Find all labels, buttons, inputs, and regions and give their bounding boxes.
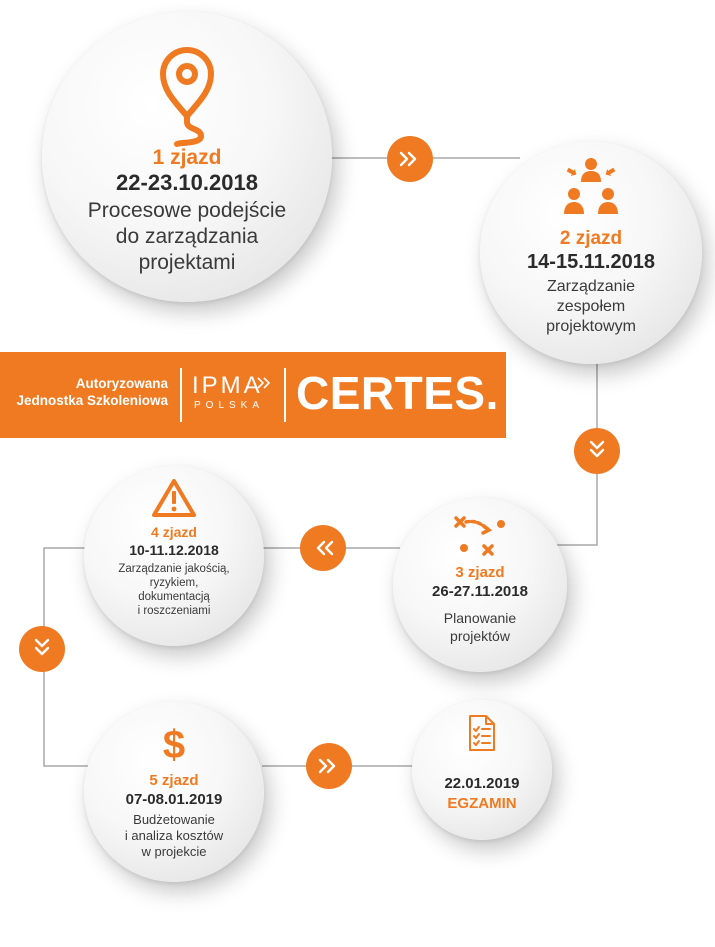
step-2-circle [480, 142, 702, 364]
warning-icon [151, 478, 197, 518]
step-4-desc-line: Zarządzanie jakością, [118, 563, 230, 575]
ipma-polska-label: POLSKA [194, 400, 265, 411]
step-5-circle [84, 702, 264, 882]
strategy-icon [452, 514, 508, 560]
arrow-down-icon [19, 626, 65, 672]
step-5-desc-line: w projekcie [141, 844, 207, 859]
step-2-desc-line: projektowym [546, 318, 636, 335]
checklist-icon [466, 714, 498, 752]
banner-authorized-line: Autoryzowana [75, 376, 168, 391]
team-icon [559, 156, 623, 218]
step-1-desc-line: do zarządzania [115, 225, 259, 248]
step-4-date: 10-11.12.2018 [129, 542, 219, 558]
step-5-number: 5 zjazd [149, 772, 199, 789]
step-3-number: 3 zjazd [455, 564, 505, 581]
step-2-date: 14-15.11.2018 [527, 251, 655, 273]
step-2-desc-line: zespołem [556, 298, 626, 315]
arrow-right-icon [387, 136, 433, 182]
exam-circle [412, 700, 552, 840]
certes-logo: CERTES. [296, 367, 499, 419]
arrow-left-icon [300, 525, 346, 571]
step-3-date: 26-27.11.2018 [432, 583, 528, 600]
step-4-desc-line: ryzykiem, [149, 577, 199, 589]
step-2-number: 2 zjazd [559, 228, 623, 249]
arrow-down-icon [574, 428, 620, 474]
step-3-circle [393, 498, 567, 672]
location-pin-icon [157, 46, 217, 150]
step-5-desc-line: i analiza kosztów [124, 828, 224, 843]
step-5-desc-line: Budżetowanie [133, 812, 215, 827]
banner-divider [180, 368, 182, 422]
step-3-desc-line: projektów [450, 628, 510, 644]
step-2-desc-line: Zarządzanie [546, 278, 636, 295]
step-5-date: 07-08.01.2019 [125, 791, 223, 808]
step-4-desc-line: i roszczeniami [137, 605, 211, 617]
ipma-arrows-icon [256, 376, 272, 390]
banner-divider [284, 368, 286, 422]
banner-authorized-line: Jednostka Szkoleniowa [16, 393, 168, 408]
dollar-icon: $ [162, 723, 186, 767]
step-3-desc-line: Planowanie [443, 610, 517, 626]
step-1-number: 1 zjazd [152, 146, 222, 169]
step-1-desc-line: projektami [138, 251, 236, 274]
step-1-circle [42, 12, 332, 302]
step-1-desc-line: Procesowe podejście [87, 199, 287, 222]
step-4-number: 4 zjazd [151, 524, 197, 540]
certes-banner [0, 352, 506, 438]
step-4-desc-line: dokumentacją [138, 591, 210, 603]
step-4-circle [84, 466, 264, 646]
exam-date: 22.01.2019 [444, 775, 520, 792]
arrow-right-icon [306, 743, 352, 789]
ipma-logo: IPMA [192, 372, 263, 399]
step-1-date: 22-23.10.2018 [116, 170, 258, 195]
exam-label: EGZAMIN [447, 795, 517, 812]
